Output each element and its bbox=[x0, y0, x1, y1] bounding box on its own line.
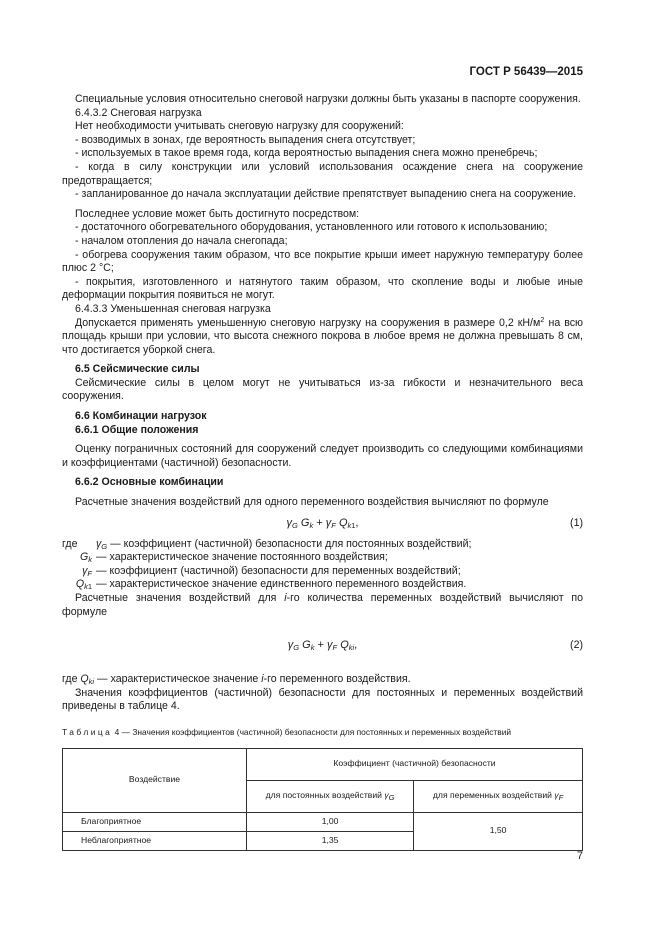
table-cell-action: Неблагоприятное bbox=[63, 831, 247, 850]
table-cell-variable: 1,50 bbox=[414, 812, 583, 850]
paragraph-reduced-snow: Допускается применять уменьшенную снеговую нагрузку на сооружения в размере 0,2 $кН/м^2$ на всю площадь крыши при условии, что высота снежного покрова в любое время не должна превышать 8 см, что достигается уборкой снега. bbox=[62, 314, 583, 356]
legend-text: — характеристическое значение постоянного воздействия; bbox=[96, 551, 388, 564]
legend-symbol-gamma-g: $\gamma_G$ bbox=[96, 537, 108, 551]
legend-text: — коэффициент (частичной) безопасности для постоянных воздействий; bbox=[110, 537, 472, 550]
paragraph-seismic: Сейсмические силы в целом могут не учитываться из-за гибкости и незначительного веса сооружения. bbox=[62, 376, 583, 403]
list-item: - используемых в такое время года, когда вероятностью выпадения снега можно пренебречь; bbox=[75, 147, 538, 160]
where-label: где bbox=[62, 537, 78, 550]
heading-6-6-1: 6.6.1 Общие положения bbox=[75, 423, 199, 436]
formula-2-expression: $\gamma_G$ $G_k + \gamma_F$ $Q_{ki}$, bbox=[287, 639, 358, 653]
paragraph-special-conditions: Специальные условия относительно снеговой нагрузки должны быть указаны в паспорте сооружения. bbox=[75, 93, 581, 105]
paragraph-snow-intro: Нет необходимости учитывать снеговую нагрузку для сооружений: bbox=[75, 120, 404, 133]
page-number: 7 bbox=[576, 850, 583, 862]
formula-2 bbox=[62, 619, 583, 665]
list-item: - обогрева сооружения таким образом, что все покрытие крыши имеет наружную температуру более плюс 2 °С; bbox=[62, 248, 583, 275]
list-item: - возводимых в зонах, где вероятность выпадения снега отсутствует; bbox=[75, 133, 416, 146]
document-code: ГОСТ Р 56439—2015 bbox=[469, 66, 583, 78]
formula-1-expression: $\gamma_G$ $G_k + \gamma_F$ $Q_{k1}$, bbox=[286, 516, 359, 530]
legend-symbol-gk: $G_k$ bbox=[80, 551, 92, 565]
page-content bbox=[62, 93, 583, 851]
heading-6-4-3-3: 6.4.3.3 Уменьшенная снеговая нагрузка bbox=[75, 302, 271, 315]
list-item: - достаточного обогревательного оборудования, установленного или готового к использованию; bbox=[75, 221, 548, 234]
list-item: - запланированное до начала эксплуатации действие препятствует выпадению снега на сооружение. bbox=[75, 188, 577, 201]
table-cell-permanent: 1,00 bbox=[247, 812, 414, 831]
table-4-caption: Таблица 4 — Значения коэффициентов (частичной) безопасности для постоянных и переменных воздействий bbox=[62, 726, 512, 737]
table-cell-action: Благоприятное bbox=[63, 812, 247, 831]
list-item: - когда в силу конструкции или условий использования осаждение снега на сооружение предотвращается; bbox=[62, 160, 583, 187]
formula-1-legend bbox=[62, 538, 583, 592]
table-header-variable: для переменных воздействий $\gamma_F$ bbox=[414, 780, 583, 812]
table-header-action: Воздействие bbox=[63, 748, 247, 812]
table-cell-permanent: 1,35 bbox=[247, 831, 414, 850]
table-header-permanent: для постоянных воздействий $\gamma_G$ bbox=[247, 780, 414, 812]
formula-2-legend: где $Q_{ki}$ — характеристическое значение i-го переменного воздействия. bbox=[62, 673, 411, 687]
heading-6-6-2: 6.6.2 Основные комбинации bbox=[75, 476, 224, 489]
paragraph-table-reference: Значения коэффициентов (частичной) безопасности для постоянных и переменных воздействий приведены в таблице 4. bbox=[62, 686, 583, 713]
legend-text: — коэффициент (частичной) безопасности для переменных воздействий; bbox=[96, 564, 461, 577]
heading-6-5: 6.5 Сейсмические силы bbox=[75, 363, 200, 376]
legend-symbol-qk1: $Q_{k1}$ bbox=[75, 578, 92, 592]
paragraph-formula1-intro: Расчетные значения воздействий для одного переменного воздействия вычисляют по формуле bbox=[75, 496, 549, 509]
formula-2-number: (2) bbox=[570, 639, 583, 652]
formula-1-number: (1) bbox=[570, 516, 583, 529]
paragraph-formula2-intro: Расчетные значения воздействий для i-го количества переменных воздействий вычисляют по формуле bbox=[62, 592, 583, 618]
formula-1 bbox=[62, 510, 583, 538]
list-item: - началом отопления до начала снегопада; bbox=[75, 234, 288, 247]
list-item: - покрытия, изготовленного и натянутого таким образом, что скопление воды и любые иные деформации покрытия появиться не могут. bbox=[62, 275, 583, 302]
heading-6-6: 6.6 Комбинации нагрузок bbox=[75, 410, 207, 423]
legend-symbol-gamma-f: $\gamma_F$ bbox=[82, 564, 92, 578]
paragraph-general: Оценку пограничных состояний для сооружений следует производить со следующими комбинациями и коэффициентами (частичной) безопасности. bbox=[62, 443, 583, 469]
table-4 bbox=[62, 748, 583, 851]
legend-text: — характеристическое значение единственного переменного воздействия. bbox=[96, 578, 467, 591]
table-header-group: Коэффициент (частичной) безопасности bbox=[247, 748, 583, 780]
heading-6-4-3-2: 6.4.3.2 Снеговая нагрузка bbox=[75, 106, 202, 119]
paragraph-condition-intro: Последнее условие может быть достигнуто посредством: bbox=[75, 207, 360, 220]
